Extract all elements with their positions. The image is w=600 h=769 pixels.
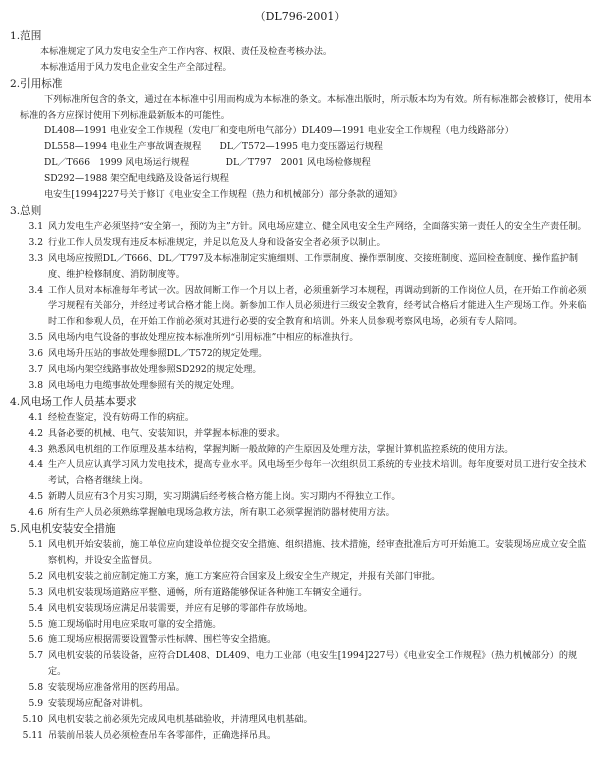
document-body <box>10 29 594 745</box>
reference-standard: DL408—1991 电业安全工作规程（发电厂和变电所电气部分）DL409—1991 电业安全工作规程（电力线路部分） <box>44 126 514 137</box>
clause-item <box>10 220 594 236</box>
clause-text: 风力发电生产必须坚持“安全第一，预防为主”方针。风电场应建立、健全风电安全生产网络，全面落实第一责任人的安全生产责任制。 <box>48 221 587 232</box>
clause-number: 5.2 <box>28 571 43 582</box>
clause-text: 风电场升压站的事故处理参照DL／T572的规定处理。 <box>48 349 268 360</box>
section-1-title: 1.范围 <box>10 30 42 42</box>
clause-text: 施工现场应根据需要设置警示性标牌、围栏等安全措施。 <box>48 635 277 646</box>
clause-text: 安装现场应准备常用的医药用品。 <box>48 683 185 694</box>
clause-item <box>10 729 594 745</box>
clause-item <box>10 363 594 379</box>
clause-item <box>10 649 594 681</box>
section-1-paragraph: 本标准规定了风力发电安全生产工作内容、权限、责任及检查考核办法。 <box>40 46 332 57</box>
section-5-title: 5.风电机安装安全措施 <box>10 523 116 536</box>
clause-item <box>10 713 594 729</box>
clause-text: 经检查鉴定，没有妨碍工作的病症。 <box>48 412 194 423</box>
reference-standard: 电安生[1994]227号关于修订《电业安全工作规程（热力和机械部分）部分条款的通知》 <box>44 190 403 201</box>
clause-item <box>10 570 594 586</box>
clause-text: 施工现场临时用电应采取可靠的安全措施。 <box>48 619 222 630</box>
clause-text: 风电场应按照DL／T666、DL／T797及本标准制定实施细则、工作票制度、操作票制度、交接班制度、巡回检查制度、操作监护制度、维护检修制度、消防制度等。 <box>48 253 579 280</box>
clause-number: 4.1 <box>28 412 43 423</box>
clause-number: 3.4 <box>28 285 43 296</box>
clause-number: 5.5 <box>28 619 43 630</box>
clause-number: 4.2 <box>28 428 43 439</box>
clause-number: 3.2 <box>28 237 43 248</box>
reference-standard: SD292—1988 架空配电线路及设备运行规程 <box>44 174 229 185</box>
clause-text: 熟悉风电机组的工作原理及基本结构，掌握判断一般故障的产生原因及处理方法，掌握计算机监控系统的使用方法。 <box>48 444 514 455</box>
clause-text: 风电机安装的吊装设备，应符合DL408、DL409、电力工业部（电安生[1994]227号）《电业安全工作规程》（热力机械部分）的规定。 <box>48 651 578 678</box>
clause-item <box>10 284 594 332</box>
clause-item <box>10 347 594 363</box>
clause-item <box>10 252 594 284</box>
clause-number: 5.4 <box>28 603 43 614</box>
clause-text: 所有生产人员必须熟练掌握触电现场急救方法，所有职工必须掌握消防器材使用方法。 <box>48 508 395 519</box>
clause-text: 风电机开始安装前，施工单位应向建设单位提交安全措施、组织措施、技术措施，经审查批准后方可开始施工。安装现场应成立安全监察机构，并设安全监督员。 <box>48 540 587 566</box>
clause-number: 3.1 <box>28 221 43 232</box>
document-code: （DL796-2001） <box>254 10 346 23</box>
clause-text: 风电场内架空线路事故处理参照SD292的规定处理。 <box>48 365 262 376</box>
clause-item <box>10 490 594 506</box>
clause-item <box>10 506 594 522</box>
clause-number: 4.3 <box>28 444 43 455</box>
clause-number: 5.9 <box>28 699 43 710</box>
clause-item <box>10 411 594 427</box>
clause-number: 5.3 <box>28 587 43 598</box>
clause-number: 5.8 <box>28 683 43 694</box>
section-2-intro: 下列标准所包含的条文，通过在本标准中引用而构成为本标准的条文。本标准出版时，所示版本均为有效。所有标准都会被修订，使用本标准的各方应探讨使用下列标准最新版本的可能性。 <box>20 94 592 121</box>
clause-item <box>10 236 594 252</box>
section-1-paragraph: 本标准适用于风力发电企业安全生产全部过程。 <box>40 62 232 73</box>
clause-text: 吊装前吊装人员必须检查吊车各零部件，正确选择吊具。 <box>48 730 277 741</box>
reference-standard: DL558—1994 电业生产事故调查规程 DL／T572—1995 电力变压器运行规程 <box>44 142 383 153</box>
clause-number: 5.1 <box>28 540 43 550</box>
clause-number: 3.3 <box>28 253 43 264</box>
clause-number: 5.10 <box>22 714 43 725</box>
clause-number: 5.7 <box>28 651 43 662</box>
clause-text: 工作人员对本标准每年考试一次。因故间断工作一个月以上者，必须重新学习本规程，再调动到新的工作岗位人员，在开始工作前必须学习规程有关部分，并经过考试合格才能上岗。新参加工作人员必须进行三级安全教育，经考试合格后才能进入生产现场工作。外来临时工作和参观人员，在开始工作前必须对其进行必要的安全教育和培训。外来人员参观考察风电场，必须有专人陪同。 <box>48 285 587 328</box>
clause-item <box>10 618 594 634</box>
clause-item <box>10 538 594 570</box>
clause-number: 4.5 <box>28 492 43 503</box>
clause-text: 风电场电力电缆事故处理参照有关的规定处理。 <box>48 380 240 391</box>
section-4-title: 4.风电场工作人员基本要求 <box>10 395 137 408</box>
clause-item <box>10 697 594 713</box>
clause-number: 5.6 <box>28 635 43 646</box>
clause-item <box>10 681 594 697</box>
clause-text: 风电场内电气设备的事故处理应按本标准所列“引用标准”中相应的标准执行。 <box>48 333 359 344</box>
section-2-title: 2.引用标准 <box>10 77 63 90</box>
clause-text: 新聘人员应有3个月实习期，实习期满后经考核合格方能上岗。实习期内不得独立工作。 <box>48 492 401 503</box>
clause-item <box>10 443 594 459</box>
clause-item <box>10 602 594 618</box>
clause-text: 生产人员应认真学习风力发电技术，提高专业水平。风电场至少每年一次组织员工系统的专业技术培训。每年度要对员工进行安全技术考试，合格者继续上岗。 <box>48 460 587 487</box>
clause-number: 5.11 <box>22 730 43 741</box>
clause-number: 3.6 <box>28 349 43 360</box>
clause-number: 4.4 <box>28 460 43 471</box>
reference-standard: DL／T666 1999 风电场运行规程 DL／T797 2001 风电场检修规程 <box>44 158 371 169</box>
clause-text: 安装现场应配备对讲机。 <box>48 699 149 710</box>
clause-item <box>10 379 594 395</box>
clause-text: 风电机安装现场道路应平整、通畅，所有道路能够保证各种施工车辆安全通行。 <box>48 587 368 598</box>
clause-item <box>10 633 594 649</box>
clause-text: 风电机安装之前必须先完成风电机基础验收，并清理风电机基础。 <box>48 714 313 725</box>
section-3-title: 3.总则 <box>10 204 42 217</box>
clause-item <box>10 427 594 443</box>
clause-text: 风电机安装之前应制定施工方案，施工方案应符合国家及上级安全生产规定，并报有关部门审批。 <box>48 571 441 582</box>
clause-text: 风电机安装现场应满足吊装需要，并应有足够的零部件存放场地。 <box>48 603 313 614</box>
clause-number: 3.5 <box>28 333 43 344</box>
clause-number: 4.6 <box>28 508 43 519</box>
clause-text: 具备必要的机械、电气、安装知识，并掌握本标准的要求。 <box>48 428 286 439</box>
clause-text: 行业工作人员发现有违反本标准规定，并足以危及人身和设备安全者必须予以制止。 <box>48 237 386 248</box>
clause-item <box>10 331 594 347</box>
clause-item <box>10 586 594 602</box>
clause-number: 3.8 <box>28 380 43 391</box>
clause-number: 3.7 <box>28 365 43 376</box>
clause-item <box>10 458 594 490</box>
